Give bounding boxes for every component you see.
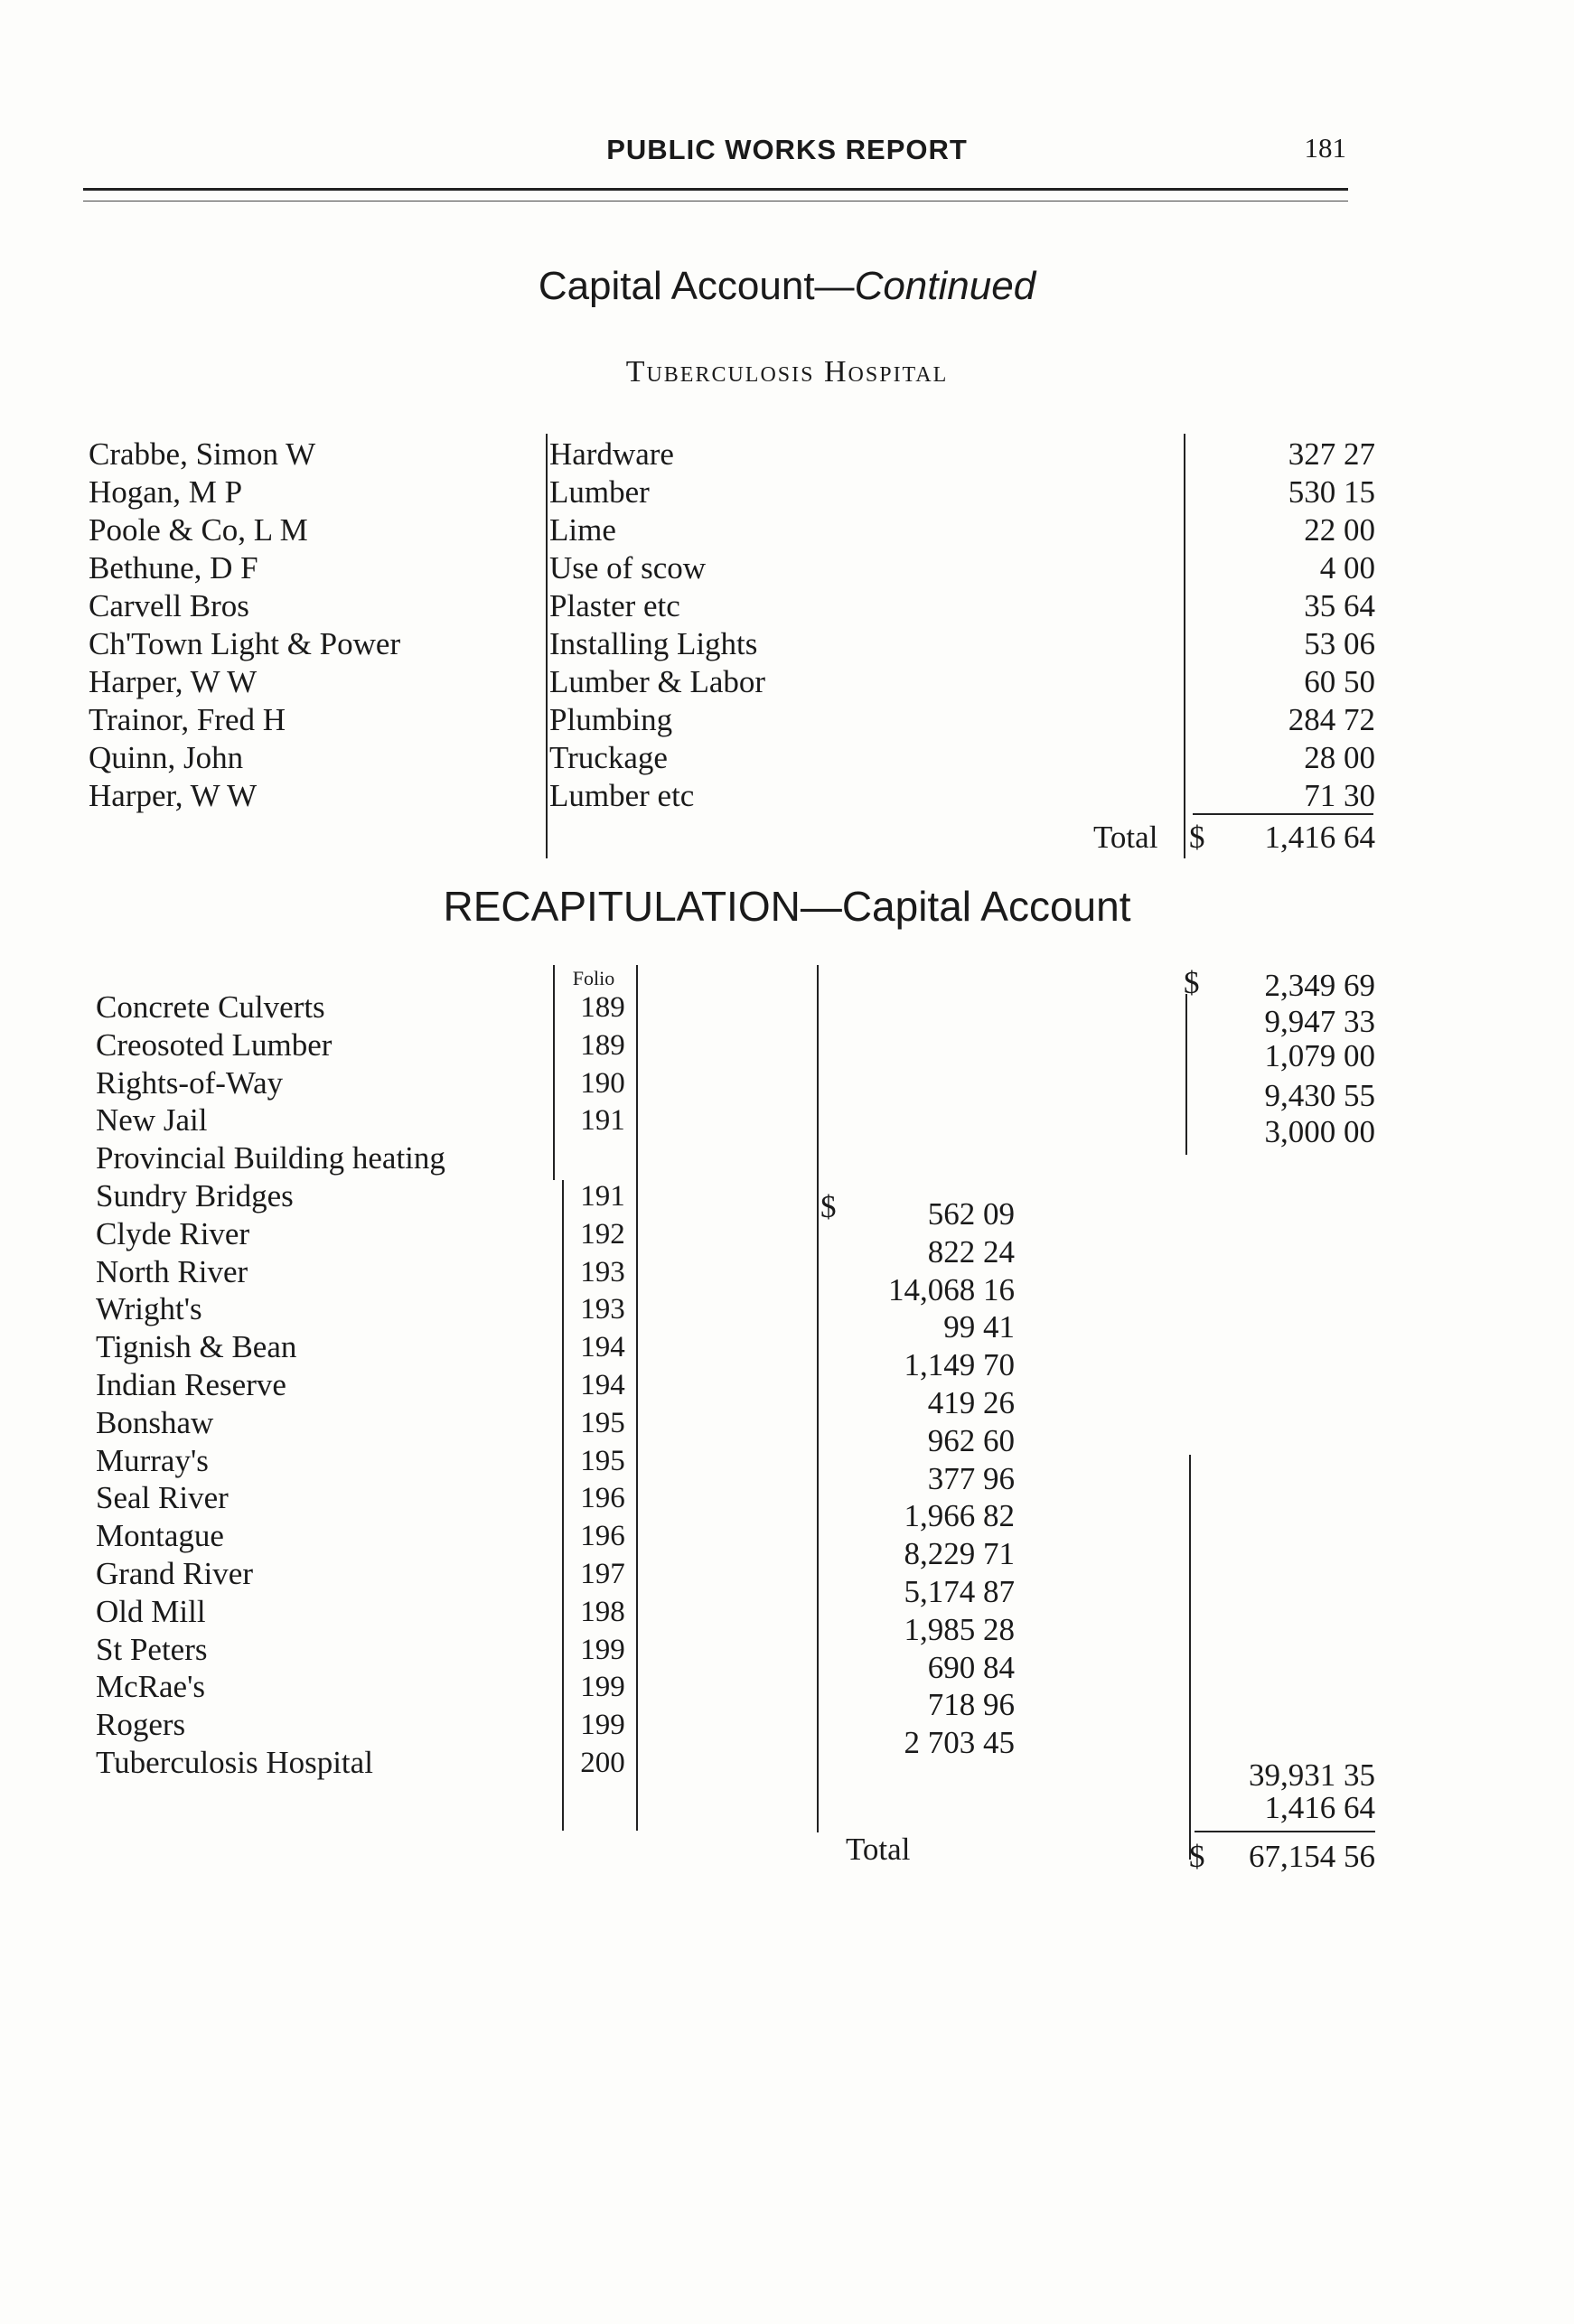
hospital-row-name: Bethune, D F <box>89 550 258 586</box>
recap-row-mid-amount: 8,229 71 <box>904 1536 1015 1572</box>
recap-right-dollar: $ <box>1184 965 1200 1000</box>
hospital-row-amount: 60 50 <box>1304 664 1375 699</box>
recap-row-folio: 191 <box>580 1180 625 1213</box>
recap-row-mid-amount: 962 60 <box>927 1422 1015 1458</box>
hospital-row-amount: 327 27 <box>1288 436 1375 472</box>
hospital-row-name: Harper, W W <box>89 778 258 813</box>
recap-row-folio: 189 <box>580 1028 625 1062</box>
hospital-row-name: Hogan, M P <box>89 474 243 510</box>
recap-row-mid-amount: 718 96 <box>927 1687 1015 1723</box>
recap-row-name: Wright's <box>96 1291 202 1327</box>
recap-row-name: Old Mill <box>96 1593 206 1629</box>
hospital-row-item: Use of scow <box>549 550 707 586</box>
hospital-amount-rule <box>1184 434 1185 858</box>
hospital-item-rule <box>546 434 548 858</box>
recap-row-mid-amount: 14,068 16 <box>888 1271 1015 1307</box>
recap-subtotal-2: 1,416 64 <box>1264 1790 1375 1825</box>
hospital-row-name: Trainor, Fred H <box>89 702 286 737</box>
recap-row-name: Bonshaw <box>96 1404 214 1440</box>
hospital-row-amount: 35 64 <box>1304 588 1375 623</box>
recap-row-name: Tignish & Bean <box>96 1329 297 1365</box>
recap-row-folio: 194 <box>580 1369 625 1401</box>
section-title <box>0 264 1574 309</box>
recap-row-right-amount: 9,430 55 <box>1264 1078 1375 1113</box>
recap-row-folio: 200 <box>580 1747 625 1779</box>
hospital-row-amount: 71 30 <box>1304 778 1375 813</box>
hospital-row-item: Lime <box>549 512 616 548</box>
recap-row-mid-amount: 99 41 <box>943 1309 1015 1345</box>
recap-row-mid-amount: 562 09 <box>927 1196 1015 1232</box>
folio-left-rule-lower <box>562 1180 564 1831</box>
hospital-row-amount: 53 06 <box>1304 626 1375 661</box>
recap-row-folio: 197 <box>580 1558 625 1590</box>
recap-subtotal-1: 39,931 35 <box>1249 1757 1375 1793</box>
recap-row-name: Seal River <box>96 1480 229 1516</box>
hospital-row-amount: 284 72 <box>1288 702 1375 737</box>
hospital-total-value: 1,416 64 <box>1264 820 1375 855</box>
recap-row-mid-amount: 377 96 <box>927 1460 1015 1496</box>
recap-row-name: Clyde River <box>96 1215 250 1251</box>
recap-row-folio: 195 <box>580 1406 625 1439</box>
hospital-row-name: Ch'Town Light & Power <box>89 626 401 661</box>
recap-row-name: Rights-of-Way <box>96 1064 284 1101</box>
hospital-row-name: Crabbe, Simon W <box>89 436 316 472</box>
recap-row-mid-amount: 2 703 45 <box>904 1725 1015 1761</box>
recap-row-mid-amount: 1,966 82 <box>904 1498 1015 1534</box>
hospital-row-item: Plaster etc <box>549 588 680 623</box>
folio-left-rule-upper <box>553 965 555 1180</box>
hospital-row-item: Lumber & Labor <box>549 664 766 699</box>
recap-row-name: McRae's <box>96 1669 205 1705</box>
recap-row-name: Creosoted Lumber <box>96 1026 333 1063</box>
hospital-row-item: Lumber etc <box>549 778 695 813</box>
recap-row-folio: 196 <box>580 1482 625 1515</box>
recap-row-right-amount: 2,349 69 <box>1264 968 1375 1003</box>
recap-row-name: Rogers <box>96 1707 186 1743</box>
hospital-row-name: Carvell Bros <box>89 588 249 623</box>
recap-row-mid-amount: 1,985 28 <box>904 1611 1015 1647</box>
recap-row-folio: 195 <box>580 1444 625 1477</box>
hospital-row-item: Installing Lights <box>549 626 758 661</box>
recap-row-name: St Peters <box>96 1631 208 1667</box>
hospital-row-amount: 28 00 <box>1304 740 1375 775</box>
recap-row-folio: 190 <box>580 1066 625 1100</box>
recap-row-name: Grand River <box>96 1556 253 1591</box>
recap-row-folio: 199 <box>580 1709 625 1742</box>
hospital-row-amount: 530 15 <box>1288 474 1375 510</box>
running-header-title: PUBLIC WORKS REPORT <box>606 134 968 165</box>
hospital-row-item: Hardware <box>549 436 674 472</box>
recap-row-name: New Jail <box>96 1102 208 1139</box>
recap-row-name: Concrete Culverts <box>96 989 325 1025</box>
hospital-row-item: Lumber <box>549 474 650 510</box>
recap-row-right-amount: 1,079 00 <box>1264 1038 1375 1073</box>
hospital-row-name: Harper, W W <box>89 664 258 699</box>
hospital-total-dollar: $ <box>1189 820 1205 855</box>
recap-row-name: Provincial Building heating <box>96 1140 445 1176</box>
recap-row-name: North River <box>96 1253 248 1289</box>
recap-total-dollar: $ <box>1189 1839 1205 1874</box>
recap-row-name: Indian Reserve <box>96 1367 286 1402</box>
header-rule-thick <box>83 188 1348 191</box>
recap-row-folio: 189 <box>580 991 625 1024</box>
recap-row-folio: 199 <box>580 1671 625 1704</box>
recapitulation-title: RECAPITULATION—Capital Account <box>443 883 1131 930</box>
recap-row-folio: 198 <box>580 1595 625 1628</box>
hospital-total-label: Total <box>1093 820 1158 855</box>
hospital-row-amount: 4 00 <box>1319 550 1375 586</box>
hospital-row-name: Poole & Co, L M <box>89 512 308 548</box>
recap-sum-rule <box>1195 1831 1375 1832</box>
recap-grand-total: 67,154 56 <box>1249 1839 1375 1874</box>
recap-total-label: Total <box>846 1832 911 1867</box>
page-number: 181 <box>1304 132 1346 164</box>
recap-row-folio: 193 <box>580 1255 625 1289</box>
recap-row-right-amount: 3,000 00 <box>1264 1114 1375 1149</box>
recap-row-name: Sundry Bridges <box>96 1178 294 1214</box>
folio-header: Folio <box>572 967 615 989</box>
recap-row-right-amount: 9,947 33 <box>1264 1004 1375 1039</box>
hospital-row-item: Truckage <box>549 740 668 775</box>
recap-row-mid-amount: 1,149 70 <box>904 1347 1015 1383</box>
hospital-row-item: Plumbing <box>549 702 673 737</box>
recap-row-folio: 191 <box>580 1104 625 1138</box>
recap-row-name: Tuberculosis Hospital <box>96 1745 373 1780</box>
recap-row-folio: 199 <box>580 1633 625 1666</box>
recap-row-folio: 194 <box>580 1331 625 1364</box>
section-title-italic: Continued <box>854 264 1036 308</box>
recap-row-folio: 193 <box>580 1293 625 1326</box>
recap-row-mid-amount: 690 84 <box>927 1649 1015 1685</box>
recap-row-name: Murray's <box>96 1442 209 1478</box>
hospital-row-amount: 22 00 <box>1304 512 1375 548</box>
section-title-main: Capital Account— <box>538 264 855 308</box>
recap-row-folio: 192 <box>580 1217 625 1251</box>
section-subtitle: Tuberculosis Hospital <box>625 355 949 389</box>
recap-row-name: Montague <box>96 1518 224 1554</box>
recap-row-mid-amount: 822 24 <box>927 1233 1015 1270</box>
recap-row-mid-amount: 419 26 <box>927 1385 1015 1420</box>
hospital-row-name: Quinn, John <box>89 740 244 775</box>
recap-mid-dollar: $ <box>820 1189 837 1224</box>
recap-row-mid-amount: 5,174 87 <box>904 1574 1015 1609</box>
recap-row-folio: 196 <box>580 1520 625 1553</box>
hospital-sum-rule <box>1193 813 1373 815</box>
